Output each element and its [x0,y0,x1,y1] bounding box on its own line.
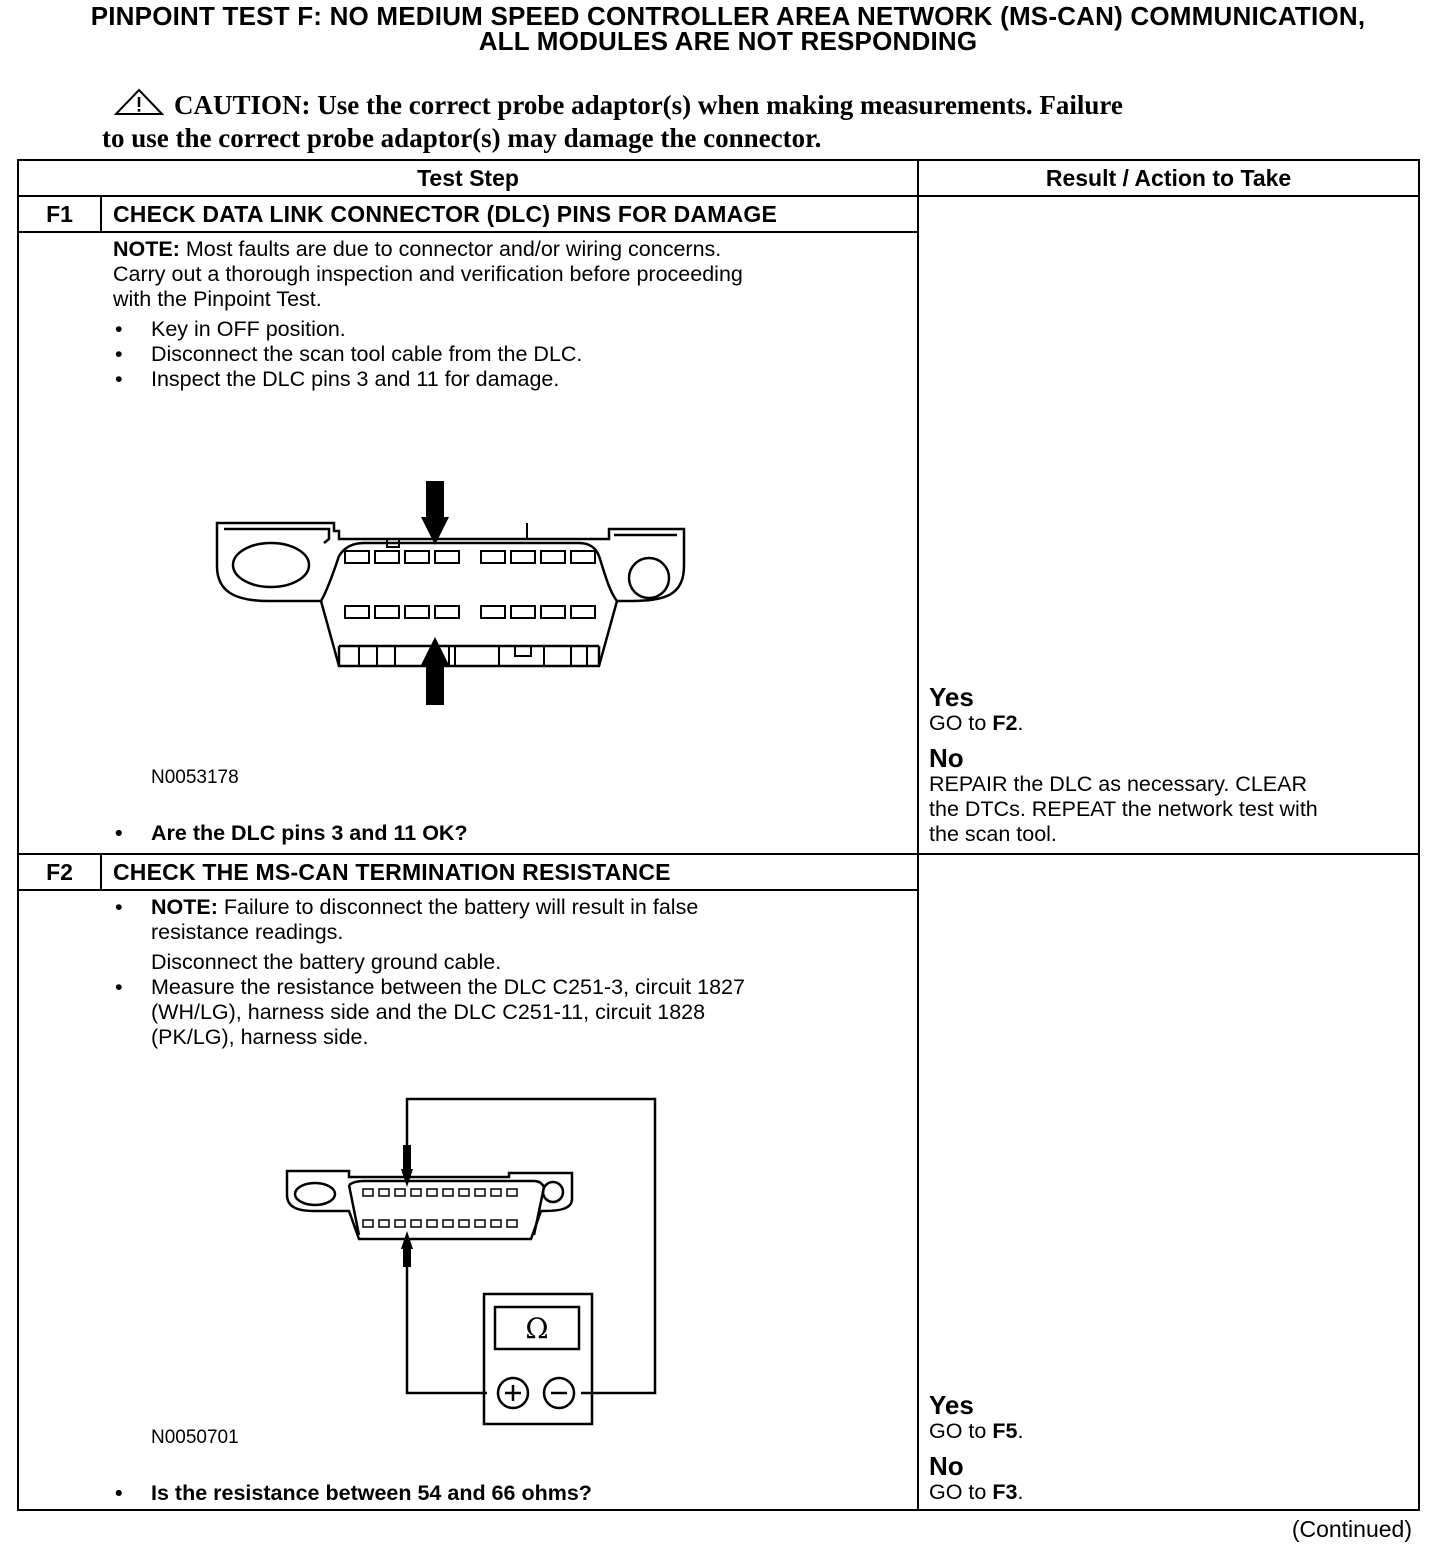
step-body-f2 [18,890,918,1510]
f1-bullet-2: • Disconnect the scan tool cable from the DLC. [113,342,873,367]
caution-line-2: to use the correct probe adaptor(s) may damage the connector. [102,123,822,153]
step-body-f1 [18,232,918,854]
result-cell-f2 [918,854,1419,1510]
f2-measure-l1: • Measure the resistance between the DLC C251-3, circuit 1827 [113,975,873,1000]
resistance-measurement-diagram [279,1097,679,1427]
f1-note-label: NOTE: [113,237,180,261]
f1-figure-id: N0053178 [151,767,239,788]
step-id-f2: F2 [18,854,101,890]
title-line-1: PINPOINT TEST F: NO MEDIUM SPEED CONTROLLER AREA NETWORK (MS-CAN) COMMUNICATION, [90,1,1366,31]
f1-note-l3: with the Pinpoint Test. [113,287,322,311]
result-f2 [929,1391,1023,1505]
result-f2-yes-text: GO to [929,1419,993,1443]
result-f1-no-label: No [929,743,964,773]
result-f2-yes-target: F5 [992,1419,1018,1443]
result-f1-yes-end: . [1017,711,1024,735]
f2-question-text: • Is the resistance between 54 and 66 ohms? [113,1481,813,1506]
f1-note-l2: Carry out a thorough inspection and verification before proceeding [113,262,743,286]
result-cell-f1 [918,196,1419,854]
result-f2-no-label: No [929,1451,964,1481]
result-f2-no-text: GO to [929,1480,993,1504]
result-f2-yes-label: Yes [929,1390,974,1420]
step-heading-f1: CHECK DATA LINK CONNECTOR (DLC) PINS FOR DAMAGE [101,196,918,232]
page-title [0,1,1456,56]
warning-triangle-icon [114,88,164,123]
f2-note-l2: resistance readings. [151,920,344,944]
result-f1-yes-text: GO to [929,711,993,735]
result-f2-yes-end: . [1017,1419,1024,1443]
f2-note-l1: Failure to disconnect the battery will result in false [217,895,699,919]
f2-figure-id: N0050701 [151,1427,239,1448]
continued-label: (Continued) [1291,1516,1412,1542]
column-header-test-step: Test Step [18,160,918,196]
f1-note-l1: Most faults are due to connector and/or wiring concerns. [179,237,722,261]
f2-note-label: NOTE: [151,895,218,919]
f1-question-text: • Are the DLC pins 3 and 11 OK? [113,821,813,846]
caution-line-1: CAUTION: Use the correct probe adaptor(s) when making measurements. Failure [174,90,1123,120]
result-f2-no-end: . [1017,1480,1024,1504]
result-f1-no-l1: REPAIR the DLC as necessary. CLEAR [929,772,1307,796]
step-id-f1: F1 [18,196,101,232]
title-line-2: ALL MODULES ARE NOT RESPONDING [478,26,978,56]
result-f2-no-target: F3 [992,1480,1018,1504]
result-f1 [929,683,1318,847]
f1-bullet-1: • Key in OFF position. [113,317,873,342]
pinpoint-test-table [17,159,1420,1511]
f2-instructions [113,895,873,1050]
step-heading-f2: CHECK THE MS-CAN TERMINATION RESISTANCE [101,854,918,890]
f2-measure-l3: (PK/LG), harness side. [151,1025,369,1049]
result-f1-yes-target: F2 [992,711,1018,735]
dlc-connector-diagram [199,481,689,721]
f2-measure-l2: (WH/LG), harness side and the DLC C251-11, circuit 1828 [151,1000,706,1024]
result-f1-no-l2: the DTCs. REPEAT the network test with [929,797,1318,821]
column-header-result: Result / Action to Take [918,160,1419,196]
f1-bullet-3: • Inspect the DLC pins 3 and 11 for damage. [113,367,873,392]
f1-instructions [113,237,873,392]
f2-note-l3: Disconnect the battery ground cable. [151,950,502,974]
f2-question [113,1481,813,1506]
result-f1-no-l3: the scan tool. [929,822,1057,846]
f1-question [113,821,813,846]
result-f1-yes-label: Yes [929,682,974,712]
ohm-symbol: Ω [525,1312,549,1345]
caution-block [102,88,1382,154]
